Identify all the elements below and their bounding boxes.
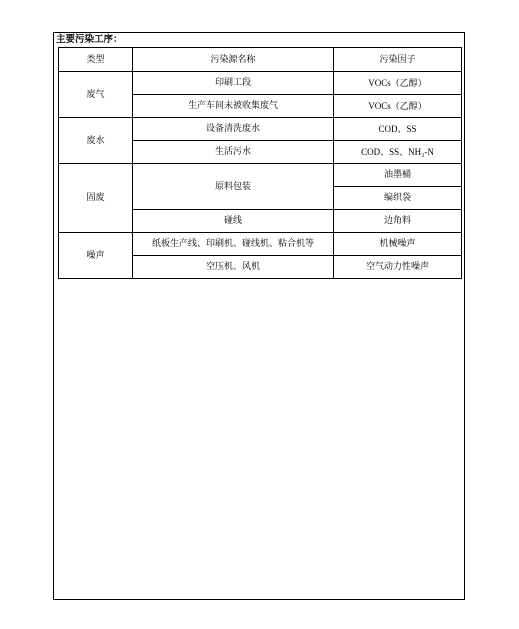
pollution-table <box>58 47 462 279</box>
header-source: 污染源名称 <box>133 48 334 72</box>
factor-cell: COD、SS、NH₃-N <box>334 141 462 164</box>
table-header-row <box>59 48 462 72</box>
factor-cell: 油墨桶 <box>334 164 462 187</box>
header-type: 类型 <box>59 48 133 72</box>
source-cell: 设备清洗废水 <box>133 118 334 141</box>
table-row <box>59 164 462 187</box>
source-cell: 印刷工段 <box>133 72 334 95</box>
source-cell: 空压机、风机 <box>133 256 334 279</box>
factor-cell: 空气动力性噪声 <box>334 256 462 279</box>
factor-cell: VOCs（乙醇） <box>334 72 462 95</box>
type-cell-noise: 噪声 <box>59 233 133 279</box>
factor-cell: VOCs（乙醇） <box>334 95 462 118</box>
section-heading: 主要污染工序： <box>56 34 123 45</box>
type-cell-solid-waste: 固废 <box>59 164 133 233</box>
source-cell: 原料包装 <box>133 164 334 210</box>
table-row <box>59 72 462 95</box>
factor-cell: 机械噪声 <box>334 233 462 256</box>
type-cell-waste-water: 废水 <box>59 118 133 164</box>
header-factor: 污染因子 <box>334 48 462 72</box>
source-cell: 纸板生产线、印刷机、碰线机、粘合机等 <box>133 233 334 256</box>
source-cell: 生活污水 <box>133 141 334 164</box>
table-row <box>59 233 462 256</box>
source-cell: 碰线 <box>133 210 334 233</box>
table-row <box>59 118 462 141</box>
source-cell: 生产车间未被收集废气 <box>133 95 334 118</box>
factor-cell: 编织袋 <box>334 187 462 210</box>
factor-cell: COD、SS <box>334 118 462 141</box>
type-cell-waste-gas: 废气 <box>59 72 133 118</box>
factor-cell: 边角料 <box>334 210 462 233</box>
